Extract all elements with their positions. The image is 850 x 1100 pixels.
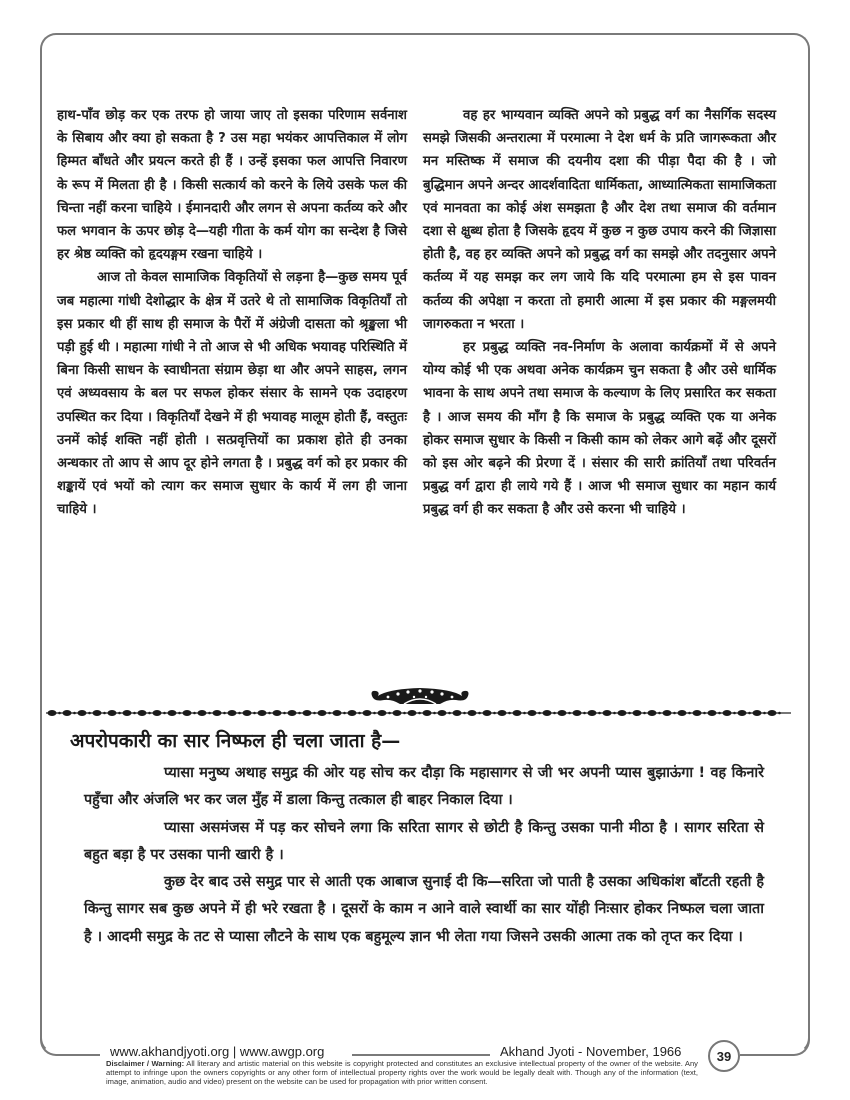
left-column [57, 104, 407, 522]
disclaimer-text: All literary and artistic material on this website is copyright protected and constitutes an exclusive intellectual property of the owner of the website. Any attempt to infringe upon the owners copyrights or any other form of intellectual property rights over the work would be legally dealt with. Though any of the information (text, image, animation, audio and video) present on the website can be used for propagation with prior written consent. [106, 1059, 698, 1086]
story-paragraph-2: प्यासा असमंजस में पड़ कर सोचने लगा कि सरिता सागर से छोटी है किन्तु उसका पानी मीठा है । सागर सरिता से बहुत बड़ा है पर उसका पानी खारी है । [84, 819, 764, 863]
page-frame-corner-right [740, 1036, 810, 1056]
footer-magazine-title: Akhand Jyoti - November, 1966 [496, 1044, 685, 1059]
right-column [423, 104, 776, 522]
left-paragraph-2: आज तो केवल सामाजिक विकृतियों से लड़ना है—कुछ समय पूर्व जब महात्मा गांधी देशोद्धार के क्षेत्र में उतरे थे तो सामाजिक विकृतियाँ तो इस प्रकार थी हीं साथ ही समाज के पैरों में अंग्रेजी दासता को श्रृङ्खला भी पड़ी हुई थी । महात्मा गांधी ने तो आज से भी अधिक भयावह परिस्थिति में बिना किसी साधन के स्वाधीनता संग्राम छेड़ा था और अपने साहस, लगन एवं अध्यवसाय के बल पर सफल होकर संसार के सामने एक उदाहरण उपस्थित कर दिया । विकृतियाँ देखने में ही भयावह मालूम होती हैं, वस्तुतः उनमें कोई शक्ति नहीं होती । सत्प्रवृत्तियों का प्रकाश होते ही उनका अन्धकार तो आप से आप दूर होने लगता है । प्रबुद्ध वर्ग को हर प्रकार की शङ्कायें एवं भयों को त्याग कर समाज सुधार के कार्य में लग ही जाना चाहिये । [57, 270, 407, 518]
footer-disclaimer [106, 1059, 698, 1086]
right-paragraph-1: वह हर भाग्यवान व्यक्ति अपने को प्रबुद्ध वर्ग का नैसर्गिक सदस्य समझे जिसकी अन्तरात्मा में परमात्मा ने देश धर्म के प्रति जागरूकता और मन मस्तिष्क में समाज की दयनीय दशा की पीड़ा पैदा की है । जो बुद्धिमान अपने अन्दर आदर्शवादिता धार्मिकता, आध्यात्मिकता सामाजिकता एवं मानवता का कोई अंश समझता है और देश तथा समाज की वर्तमान दशा से क्षुब्ध होता है जिसके हृदय में कुछ न कुछ उपाय करने की जिज्ञासा होती है, वह हर व्यक्ति अपने को प्रबुद्ध वर्ग का समझे और तदनुसार अपने कर्तव्य में यह समझ कर लग जाये कि यदि परमात्मा हम से इस पावन कर्तव्य की अपेक्षा न करता तो हमारी आत्मा में इस प्रकार की मङ्गलमयी जागरुकता न भरता । [423, 108, 776, 332]
page-frame-corner-left [40, 1036, 100, 1056]
disclaimer-label: Disclaimer / Warning: [106, 1059, 185, 1068]
right-paragraph-2: हर प्रबुद्ध व्यक्ति नव-निर्माण के अलावा कार्यक्रमों में से अपने योग्य कोई भी एक अथवा अनेक कार्यक्रम चुन सकता है और उसे धार्मिक भावना के साथ अपने तथा समाज के कल्याण के लिए प्रसारित कर सकता है । आज समय की माँग है कि समाज के प्रबुद्ध व्यक्ति एक या अनेक होकर समाज सुधार के किसी न किसी काम को लेकर आगे बढ़ें और दूसरों को इस ओर बढ़ने की प्रेरणा दें । संसार की सारी क्रांतियाँ तथा परिवर्तन प्रबुद्ध वर्ग द्वारा ही लाये गये हैं । आज भी समाज सुधार का महान कार्य प्रबुद्ध वर्ग ही कर सकता है और उसे करना भी चाहिये । [423, 340, 776, 518]
page-number-badge [708, 1040, 740, 1072]
page-frame-bottom-line [352, 1054, 490, 1056]
story-body [84, 760, 764, 951]
story-paragraph-3: कुछ देर बाद उसे समुद्र पार से आती एक आबाज सुनाई दी कि—सरिता जो पाती है उसका अधिकांश बाँटती रहती है किन्तु सागर सब कुछ अपने में ही भरे रखता है । दूसरों के काम न आने वाले स्वार्थी का सार योंही निःसार होकर निष्फल चला जाता है । आदमी समुद्र के तट से प्यासा लौटने के साथ एक बहुमूल्य ज्ञान भी लेता गया जिसने उसकी आत्मा तक को तृप्त कर दिया । [84, 874, 764, 945]
dotted-rule-divider [46, 709, 791, 717]
ornament-divider-icon [368, 686, 472, 708]
story-heading: अपरोपकारी का सार निष्फल ही चला जाता है— [70, 730, 401, 752]
page-number: 39 [716, 1048, 732, 1064]
footer-website-links[interactable]: www.akhandjyoti.org | www.awgp.org [106, 1044, 328, 1059]
story-paragraph-1: प्यासा मनुष्य अथाह समुद्र की ओर यह सोच कर दौड़ा कि महासागर से जी भर अपनी प्यास बुझाऊंगा ! वह किनारे पहुँचा और अंजलि भर कर जल मुँह में डाला किन्तु तत्काल ही बाहर निकाल दिया । [84, 765, 764, 809]
left-paragraph-1: हाथ-पाँव छोड़ कर एक तरफ हो जाया जाए तो इसका परिणाम सर्वनाश के सिबाय और क्या हो सकता है ? उस महा भयंकर आपत्तिकाल में लोग हिम्मत बाँधते और प्रयत्न करते ही हैं । उन्हें इसका फल आपत्ति निवारण के रूप में मिलता ही है । किसी सत्कार्य को करने के लिये उसके फल की चिन्ता नहीं करना चाहिये । ईमानदारी और लगन से अपना कर्तव्य करे और फल भगवान के ऊपर छोड़ दे—यही गीता के कर्म योग का सन्देश है जिसे हर श्रेष्ठ व्यक्ति को हृदयङ्गम रखना चाहिये । [57, 108, 407, 263]
